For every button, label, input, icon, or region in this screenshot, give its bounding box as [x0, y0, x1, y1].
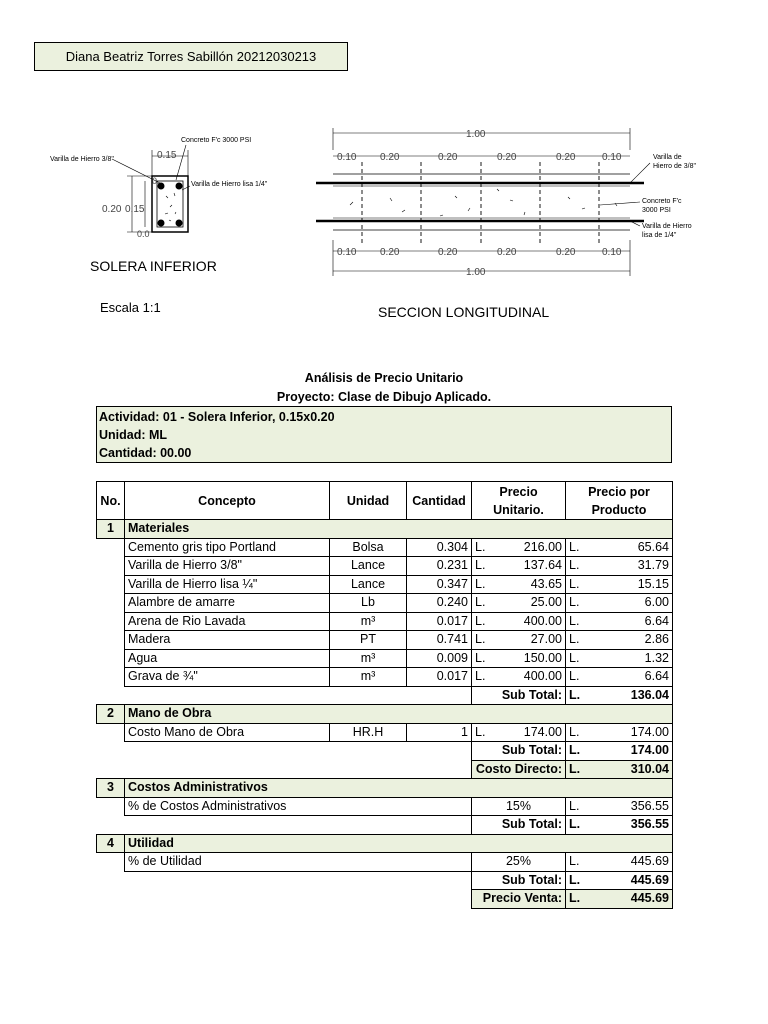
- currency-symbol: L.: [569, 687, 581, 702]
- row-unit: Lance: [330, 557, 407, 576]
- section-row: [97, 705, 673, 724]
- amount: 31.79: [637, 558, 669, 573]
- row-qty: 0.017: [407, 668, 472, 687]
- currency-symbol: L.: [475, 558, 486, 573]
- student-name: Diana Beatriz Torres Sabillón 20212030213: [65, 49, 317, 64]
- header-qty: Cantidad: [407, 482, 472, 520]
- amount: 27.00: [530, 632, 562, 647]
- long-rebar14-l1: Varilla de Hierro: [642, 223, 692, 230]
- amount: 6.64: [644, 669, 669, 684]
- row-percentage: 25%: [472, 853, 566, 872]
- svg-text:0.10: 0.10: [602, 247, 622, 258]
- long-total-bottom: 1.00: [466, 267, 486, 278]
- row-unit: m³: [330, 668, 407, 687]
- header-product-price: Precio por Producto: [566, 482, 673, 520]
- amount: 356.55: [630, 817, 669, 832]
- currency-symbol: L.: [475, 613, 486, 628]
- svg-text:0.20: 0.20: [497, 152, 517, 163]
- currency-symbol: L.: [569, 743, 581, 758]
- currency-symbol: L.: [475, 539, 486, 554]
- sec-inner-dim: 0.15: [125, 204, 145, 215]
- amount: 356.55: [630, 798, 669, 813]
- currency-symbol: L.: [569, 817, 581, 832]
- row-qty: 0.231: [407, 557, 472, 576]
- long-total-top: 1.00: [466, 129, 486, 140]
- svg-text:0.20: 0.20: [556, 152, 576, 163]
- long-dims-top: [337, 152, 622, 163]
- row-qty: 0.017: [407, 612, 472, 631]
- currency-symbol: L.: [569, 539, 580, 554]
- amount: 15.15: [637, 576, 669, 591]
- section-row: [97, 834, 673, 853]
- section-name: Mano de Obra: [125, 705, 673, 724]
- row-concept: Costo Mano de Obra: [125, 723, 330, 742]
- subtotal-label: Sub Total:: [472, 816, 566, 835]
- total-label: Costo Directo:: [472, 760, 566, 779]
- analysis-title: Análisis de Precio Unitario: [304, 371, 464, 385]
- svg-text:0.10: 0.10: [602, 152, 622, 163]
- concrete-hatch-long: [350, 189, 617, 216]
- amount: 310.04: [630, 761, 669, 776]
- section-view: [112, 145, 190, 232]
- unit-line: Unidad: ML: [99, 428, 168, 442]
- amount: 445.69: [630, 854, 669, 869]
- amount: 137.64: [523, 558, 562, 573]
- sec-cover-bottom: 0.0: [137, 229, 150, 239]
- row-unit: m³: [330, 649, 407, 668]
- project-title: Proyecto: Clase de Dibujo Aplicado.: [276, 390, 492, 404]
- row-concept: Cemento gris tipo Portland: [125, 538, 330, 557]
- table-row: [97, 723, 673, 742]
- long-concrete-l1: Concreto F'c: [642, 198, 682, 205]
- currency-symbol: L.: [475, 724, 486, 739]
- row-concept: % de Utilidad: [125, 853, 472, 872]
- table-row: [97, 797, 673, 816]
- table-row: [97, 538, 673, 557]
- svg-text:0.20: 0.20: [556, 247, 576, 258]
- rebar-bottom-left: [158, 220, 164, 226]
- amount: 1.32: [644, 650, 669, 665]
- header-unit-price: Precio Unitario.: [472, 482, 566, 520]
- row-unit: HR.H: [330, 723, 407, 742]
- table-row: [97, 668, 673, 687]
- unit-price-table: [96, 481, 673, 909]
- section-row: [97, 779, 673, 798]
- sec-cover-top: 0.: [152, 176, 160, 186]
- amount: 43.65: [530, 576, 562, 591]
- section-row: [97, 520, 673, 539]
- svg-text:0.20: 0.20: [380, 152, 400, 163]
- section-number: 2: [97, 705, 125, 724]
- total-label: Precio Venta:: [472, 890, 566, 909]
- concrete-hatch: [165, 193, 176, 221]
- currency-symbol: L.: [569, 872, 581, 887]
- currency-symbol: L.: [569, 595, 580, 610]
- amount: 136.04: [630, 687, 669, 702]
- row-concept: Arena de Rio Lavada: [125, 612, 330, 631]
- row-concept: Varilla de Hierro lisa ¼": [125, 575, 330, 594]
- currency-symbol: L.: [569, 576, 580, 591]
- row-concept: % de Costos Administrativos: [125, 797, 472, 816]
- row-percentage: 15%: [472, 797, 566, 816]
- subtotal-row: [97, 871, 673, 890]
- row-unit: Lance: [330, 575, 407, 594]
- technical-drawing: [0, 0, 768, 330]
- currency-symbol: L.: [475, 576, 486, 591]
- amount: 174.00: [630, 724, 669, 739]
- subtotal-label: Sub Total:: [472, 871, 566, 890]
- header-no: No.: [97, 482, 125, 520]
- svg-text:0.20: 0.20: [438, 247, 458, 258]
- row-qty: 0.347: [407, 575, 472, 594]
- svg-text:0.20: 0.20: [438, 152, 458, 163]
- currency-symbol: L.: [569, 724, 580, 739]
- section-number: 3: [97, 779, 125, 798]
- amount: 174.00: [523, 724, 562, 739]
- table-row: [97, 594, 673, 613]
- section-name: Utilidad: [125, 834, 673, 853]
- row-unit: PT: [330, 631, 407, 650]
- long-rebar14-l2: lisa de 1/4": [642, 232, 677, 239]
- section-name: Materiales: [125, 520, 673, 539]
- row-qty: 0.240: [407, 594, 472, 613]
- total-row: [97, 890, 673, 909]
- currency-symbol: L.: [475, 650, 486, 665]
- table-row: [97, 575, 673, 594]
- row-unit: Bolsa: [330, 538, 407, 557]
- total-row: [97, 760, 673, 779]
- long-rebar38-l1: Varilla de: [653, 154, 682, 161]
- row-concept: Madera: [125, 631, 330, 650]
- activity-info-box: [96, 406, 672, 463]
- subtotal-label: Sub Total:: [472, 686, 566, 705]
- row-unit: m³: [330, 612, 407, 631]
- sec-height-dim: 0.20: [102, 204, 122, 215]
- subtotal-row: [97, 742, 673, 761]
- table-row: [97, 631, 673, 650]
- section-title: SOLERA INFERIOR: [90, 258, 217, 274]
- amount: 174.00: [630, 743, 669, 758]
- quantity-line: Cantidad: 00.00: [99, 446, 192, 460]
- sec-concrete-label: Concreto F'c 3000 PSI: [181, 137, 252, 144]
- row-unit: Lb: [330, 594, 407, 613]
- currency-symbol: L.: [569, 650, 580, 665]
- sec-width-dim: 0.15: [157, 150, 177, 161]
- svg-text:0.10: 0.10: [337, 152, 357, 163]
- amount: 150.00: [523, 650, 562, 665]
- scale-label: Escala 1:1: [100, 300, 161, 315]
- row-qty: 0.304: [407, 538, 472, 557]
- currency-symbol: L.: [569, 891, 581, 906]
- subtotal-label: Sub Total:: [472, 742, 566, 761]
- table-body: [97, 520, 673, 909]
- row-qty: 0.009: [407, 649, 472, 668]
- row-qty: 0.741: [407, 631, 472, 650]
- amount: 400.00: [523, 669, 562, 684]
- row-concept: Agua: [125, 649, 330, 668]
- amount: 25.00: [530, 595, 562, 610]
- currency-symbol: L.: [569, 761, 581, 776]
- long-dims-bottom: [337, 247, 622, 258]
- table-row: [97, 612, 673, 631]
- row-concept: Alambre de amarre: [125, 594, 330, 613]
- currency-symbol: L.: [569, 558, 580, 573]
- amount: 2.86: [644, 632, 669, 647]
- amount: 445.69: [630, 891, 669, 906]
- subtotal-row: [97, 686, 673, 705]
- table-row: [97, 649, 673, 668]
- svg-text:0.10: 0.10: [337, 247, 357, 258]
- currency-symbol: L.: [475, 632, 486, 647]
- sec-rebar38-label: Varilla de Hierro 3/8": [50, 156, 114, 163]
- amount: 65.64: [637, 539, 669, 554]
- rebar-bottom-right: [176, 220, 182, 226]
- long-concrete-l2: 3000 PSI: [642, 207, 671, 214]
- amount: 400.00: [523, 613, 562, 628]
- amount: 6.00: [644, 595, 669, 610]
- currency-symbol: L.: [569, 854, 580, 869]
- header-unit: Unidad: [330, 482, 407, 520]
- row-concept: Varilla de Hierro 3/8": [125, 557, 330, 576]
- currency-symbol: L.: [569, 632, 580, 647]
- amount: 445.69: [630, 872, 669, 887]
- header-concept: Concepto: [125, 482, 330, 520]
- currency-symbol: L.: [569, 613, 580, 628]
- currency-symbol: L.: [569, 798, 580, 813]
- table-row: [97, 557, 673, 576]
- svg-text:0.20: 0.20: [380, 247, 400, 258]
- rebar-top-right: [176, 183, 182, 189]
- sec-rebar14-label: Varilla de Hierro lisa 1/4": [191, 181, 268, 188]
- row-concept: Grava de ¾": [125, 668, 330, 687]
- amount: 216.00: [523, 539, 562, 554]
- currency-symbol: L.: [569, 669, 580, 684]
- amount: 6.64: [644, 613, 669, 628]
- activity-line: Actividad: 01 - Solera Inferior, 0.15x0.20: [99, 410, 335, 424]
- section-name: Costos Administrativos: [125, 779, 673, 798]
- long-rebar38-l2: Hierro de 3/8": [653, 163, 696, 170]
- svg-text:0.20: 0.20: [497, 247, 517, 258]
- row-qty: 1: [407, 723, 472, 742]
- table-header-row: [97, 482, 673, 520]
- table-row: [97, 853, 673, 872]
- long-section-title: SECCION LONGITUDINAL: [378, 304, 550, 320]
- section-number: 1: [97, 520, 125, 539]
- longitudinal-view: [316, 128, 650, 276]
- subtotal-row: [97, 816, 673, 835]
- section-number: 4: [97, 834, 125, 853]
- currency-symbol: L.: [475, 669, 486, 684]
- currency-symbol: L.: [475, 595, 486, 610]
